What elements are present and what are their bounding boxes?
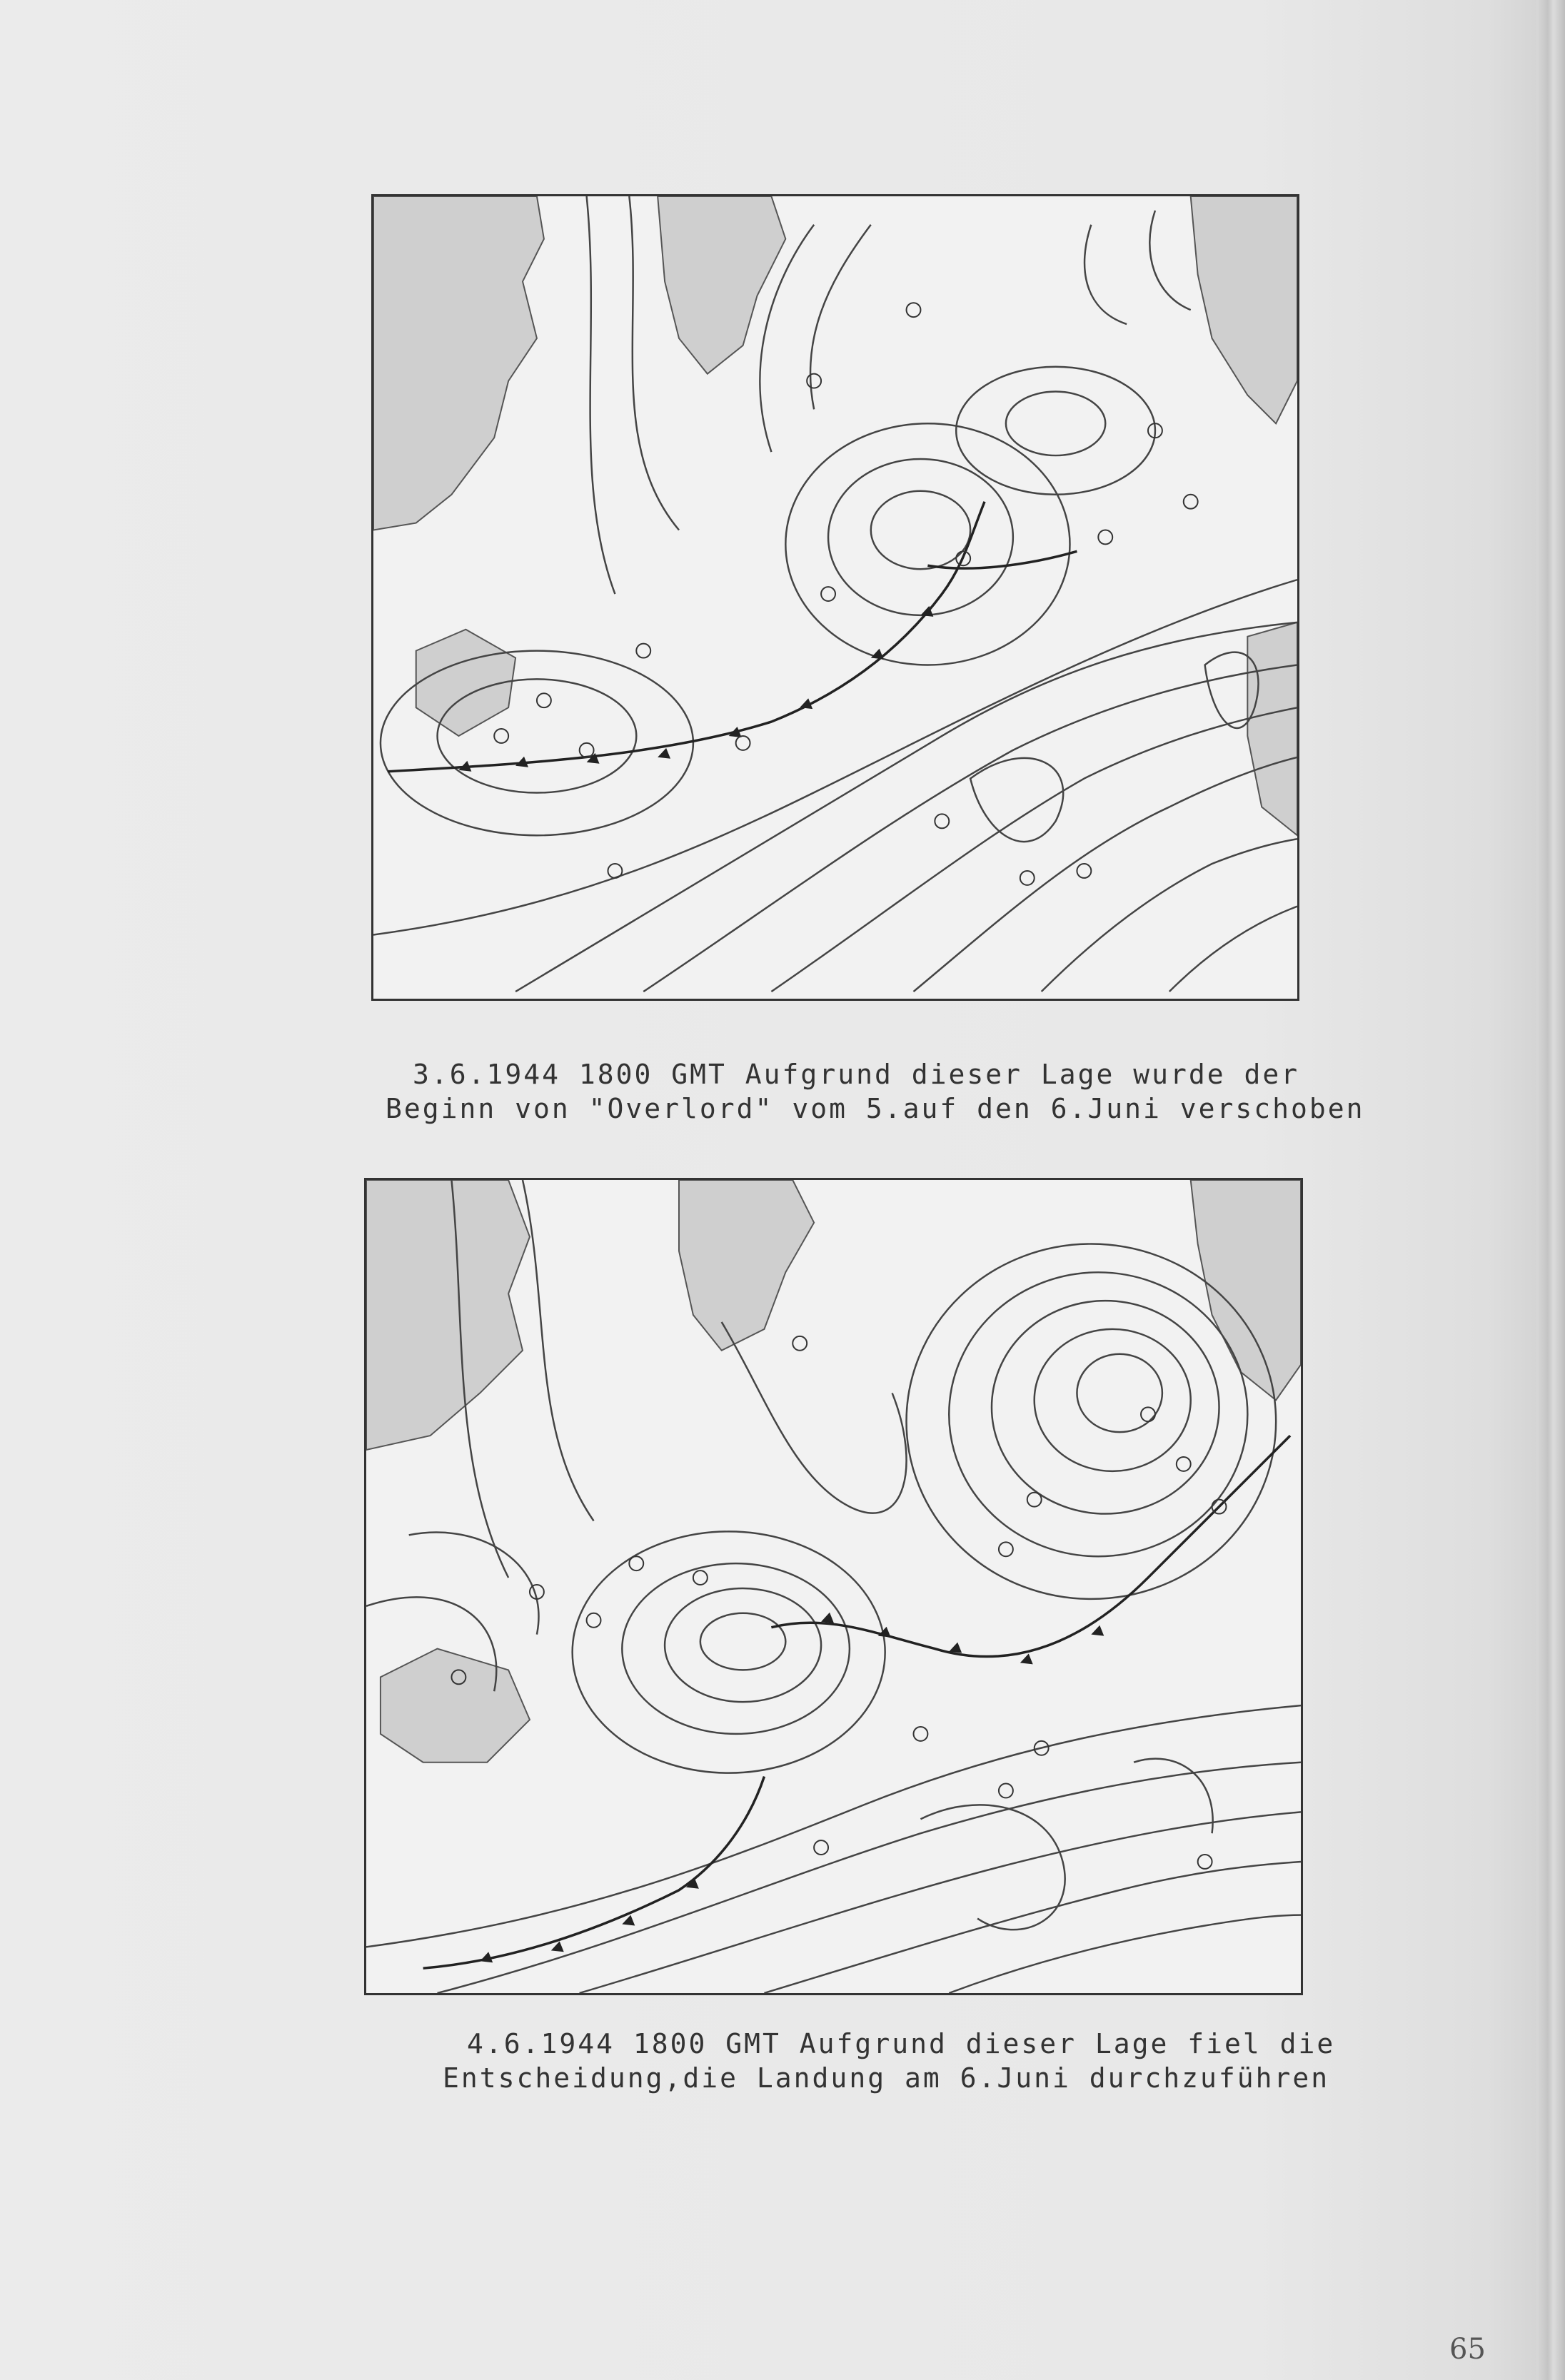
weather-map-june-4 [364,1178,1303,1995]
page-number: 65 [1449,2333,1486,2366]
figure-1-caption-line-1: 3.6.1944 1800 GMT Aufgrund dieser Lage wurde der [413,1059,1300,1090]
figure-1-caption-line-2: Beginn von "Overlord" vom 5.auf den 6.Juni verschoben [386,1093,1365,1124]
weather-map-june-3 [371,194,1299,1001]
weather-map-drawing [366,1180,1301,1993]
weather-map-drawing [373,196,1297,999]
figure-2-caption-line-1: 4.6.1944 1800 GMT Aufgrund dieser Lage fiel die [467,2028,1336,2059]
page-edge-shadow [1536,0,1565,2380]
figure-2-caption-line-2: Entscheidung,die Landung am 6.Juni durchzuführen [443,2062,1330,2094]
